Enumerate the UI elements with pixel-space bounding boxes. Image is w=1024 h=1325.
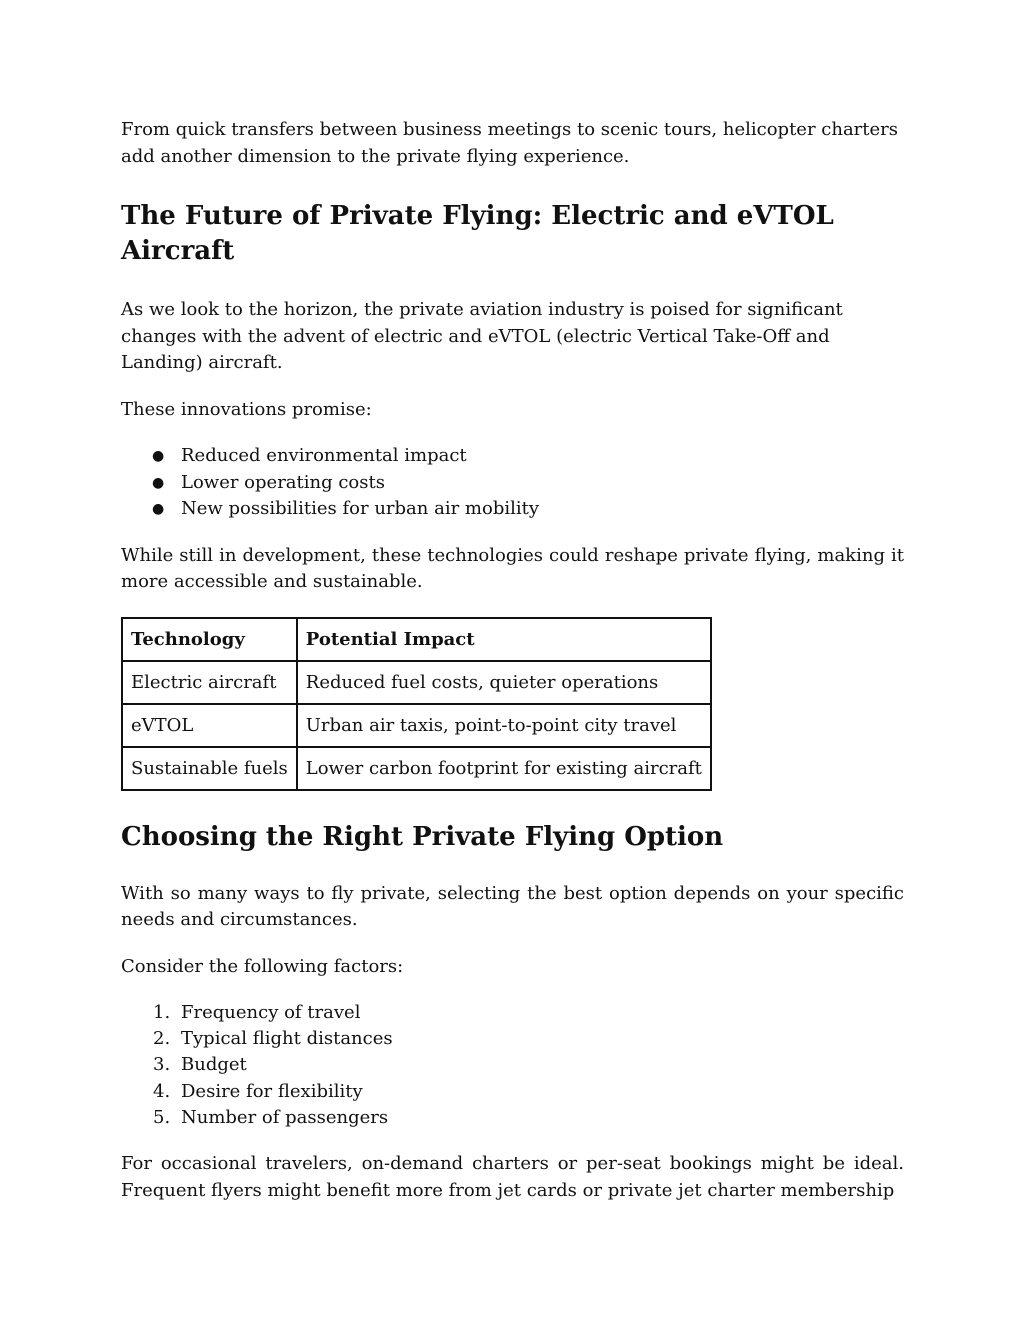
factors-intro: Consider the following factors: [121, 955, 404, 977]
list-item-text: Frequency of travel [181, 1002, 361, 1023]
innovations-intro: These innovations promise: [121, 398, 372, 420]
table-cell: eVTOL [122, 704, 297, 747]
list-item [121, 1000, 904, 1026]
list-item [121, 496, 904, 523]
list-number: 1. [153, 1002, 171, 1023]
table-row [122, 661, 711, 704]
table-cell: Electric aircraft [122, 661, 297, 704]
table-cell: Lower carbon footprint for existing aircraft [297, 747, 711, 790]
list-item [121, 1052, 904, 1078]
list-item [121, 1079, 904, 1105]
list-number: 5. [153, 1106, 171, 1128]
list-item-text: Desire for flexibility [181, 1080, 363, 1102]
horizon-paragraph: As we look to the horizon, the private aviation industry is poised for significant changes with the advent of electric and eVTOL (electric Vertical Take-Off and Landing) aircraft. [121, 299, 843, 373]
table-header-cell: Potential Impact [297, 618, 711, 661]
choosing-heading: Choosing the Right Private Flying Option [121, 821, 724, 852]
table-row [122, 704, 711, 747]
table-row [122, 747, 711, 790]
recommendation-paragraph: For occasional travelers, on-demand charters or per-seat bookings might be ideal. Frequent flyers might benefit more from jet cards or private jet charter membership [121, 1153, 904, 1201]
intro-paragraph: From quick transfers between business meetings to scenic tours, helicopter charters add another dimension to the private flying experience. [121, 119, 899, 167]
list-item [121, 1026, 904, 1052]
table-header-row [122, 618, 711, 661]
development-paragraph: While still in development, these technologies could reshape private flying, making it more accessible and sustainable. [121, 544, 904, 592]
table-cell: Reduced fuel costs, quieter operations [297, 661, 711, 704]
list-number: 4. [153, 1080, 171, 1102]
choosing-paragraph: With so many ways to fly private, selecting the best option depends on your specific needs and circumstances. [121, 882, 904, 930]
innovations-list [121, 443, 904, 523]
factors-list [121, 1000, 904, 1131]
list-item-text: Typical flight distances [181, 1028, 393, 1050]
bullet-icon: ● [152, 474, 165, 491]
list-item [121, 443, 904, 470]
list-item-text: Budget [181, 1054, 247, 1076]
list-item-text: New possibilities for urban air mobility [181, 498, 540, 519]
document-page [121, 117, 904, 1204]
table-header-cell: Technology [122, 618, 297, 661]
table-cell: Sustainable fuels [122, 747, 297, 790]
list-item [121, 470, 904, 497]
bullet-icon: ● [152, 501, 165, 517]
future-heading: The Future of Private Flying: Electric and eVTOL Aircraft [121, 201, 834, 266]
list-item-text: Number of passengers [181, 1106, 389, 1128]
list-number: 2. [153, 1028, 171, 1050]
list-item-text: Lower operating costs [181, 471, 385, 493]
technology-impact-table [121, 617, 712, 791]
list-item-text: Reduced environmental impact [181, 445, 467, 466]
table-cell: Urban air taxis, point-to-point city travel [297, 704, 711, 747]
list-item [121, 1105, 904, 1131]
bullet-icon: ● [152, 448, 165, 464]
list-number: 3. [153, 1054, 171, 1076]
